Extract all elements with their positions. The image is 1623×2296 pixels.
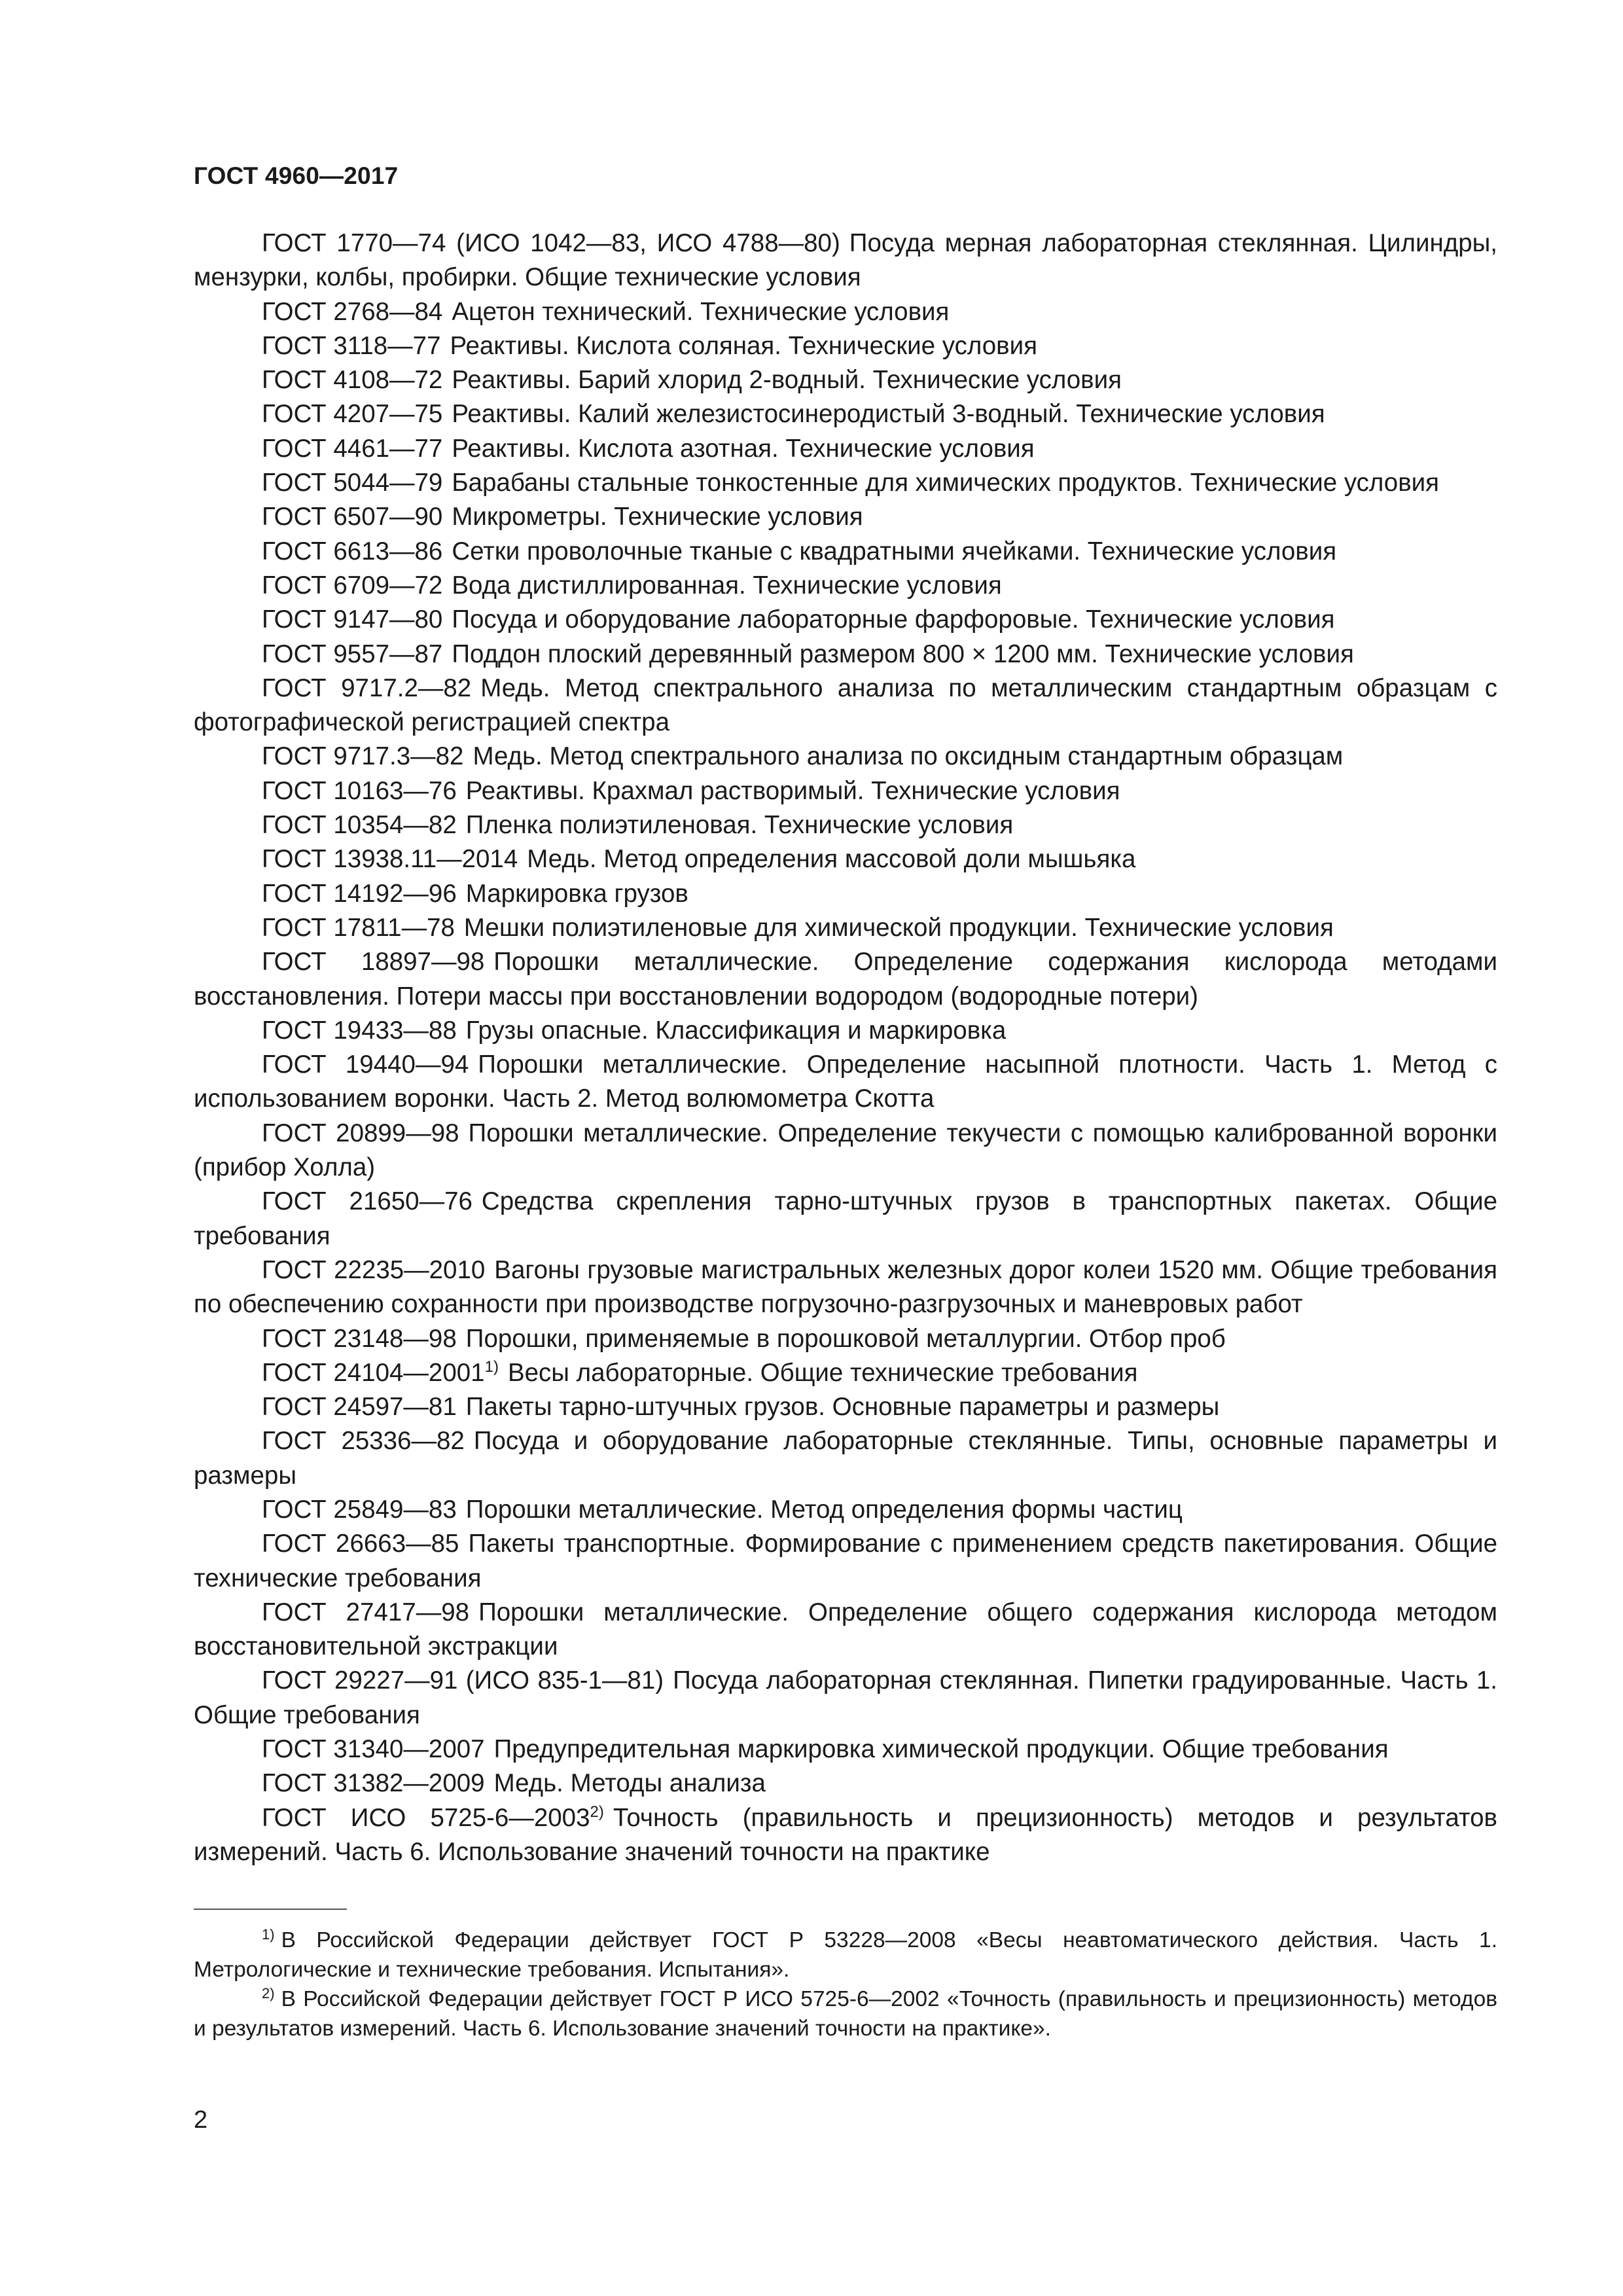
reference-code: ГОСТ 19433—88 bbox=[262, 1016, 457, 1045]
reference-title: Сетки проволочные тканые с квадратными ячейками. Технические условия bbox=[452, 537, 1337, 565]
normative-references-list bbox=[194, 226, 1497, 1869]
reference-title: Реактивы. Крахмал растворимый. Технические условия bbox=[465, 776, 1120, 805]
reference-title: Мешки полиэтиленовые для химической продукции. Технические условия bbox=[463, 913, 1334, 942]
reference-title: Посуда мерная лабораторная стеклянная. Цилиндры, мензурки, колбы, пробирки. Общие технические условия bbox=[194, 229, 1497, 292]
reference-code: ГОСТ 6507—90 bbox=[262, 503, 443, 531]
reference-title: Предупредительная маркировка химической продукции. Общие требования bbox=[493, 1735, 1389, 1764]
reference-title: Медь. Методы анализа bbox=[493, 1769, 766, 1798]
footnote-item bbox=[194, 1984, 1497, 2043]
reference-title: Вагоны грузовые магистральных железных дорог колеи 1520 мм. Общие требования по обеспечению сохранности при производстве погрузочно-разгрузочных и маневровых работ bbox=[194, 1255, 1497, 1319]
reference-code: ГОСТ ИСО 5725-6—2003 bbox=[262, 1803, 590, 1832]
reference-item bbox=[194, 637, 1497, 672]
reference-code: ГОСТ 14192—96 bbox=[262, 879, 457, 908]
reference-item bbox=[194, 877, 1497, 911]
reference-code: ГОСТ 9557—87 bbox=[262, 639, 443, 668]
reference-code: ГОСТ 9147—80 bbox=[262, 605, 443, 634]
reference-code: ГОСТ 20899—98 bbox=[262, 1119, 459, 1147]
reference-code: ГОСТ 17811—78 bbox=[262, 913, 455, 942]
reference-item bbox=[194, 226, 1497, 295]
reference-code: ГОСТ 31382—2009 bbox=[262, 1769, 485, 1798]
reference-item bbox=[194, 1322, 1497, 1356]
reference-code: ГОСТ 18897—98 bbox=[262, 948, 485, 977]
reference-item bbox=[194, 432, 1497, 466]
reference-code: ГОСТ 21650—76 bbox=[262, 1187, 473, 1216]
reference-code: ГОСТ 6709—72 bbox=[262, 571, 443, 600]
reference-item bbox=[194, 397, 1497, 431]
reference-code: ГОСТ 26663—85 bbox=[262, 1530, 459, 1558]
footnote-marker: 1) bbox=[484, 1357, 499, 1376]
reference-item bbox=[194, 1185, 1497, 1253]
reference-title: Точность (правильность и прецизионность) методов и результатов измерений. Часть 6. Использование значений точности на практике bbox=[194, 1803, 1497, 1866]
reference-title: Медь. Метод спектрального анализа по металлическим стандартным образцам с фотографической регистрацией спектра bbox=[194, 673, 1497, 737]
reference-title: Посуда и оборудование лабораторные фарфоровые. Технические условия bbox=[452, 605, 1335, 634]
reference-title: Порошки металлические. Метод определения формы частиц bbox=[465, 1495, 1183, 1524]
reference-code: ГОСТ 4461—77 bbox=[262, 434, 443, 463]
footnote-item bbox=[194, 1926, 1497, 1984]
reference-title: Порошки, применяемые в порошковой металлургии. Отбор проб bbox=[465, 1324, 1226, 1353]
reference-item bbox=[194, 1424, 1497, 1493]
reference-title: Пакеты транспортные. Формирование с применением средств пакетирования. Общие технические требования bbox=[194, 1530, 1497, 1592]
reference-item bbox=[194, 1390, 1497, 1424]
reference-item bbox=[194, 1356, 1497, 1390]
reference-item bbox=[194, 808, 1497, 842]
reference-item bbox=[194, 1596, 1497, 1664]
reference-title: Пленка полиэтиленовая. Технические условия bbox=[465, 811, 1014, 840]
reference-code: ГОСТ 24597—81 bbox=[262, 1393, 457, 1422]
reference-item bbox=[194, 842, 1497, 876]
reference-item bbox=[194, 774, 1497, 808]
reference-item bbox=[194, 1117, 1497, 1185]
reference-item bbox=[194, 535, 1497, 569]
reference-title: Средства скрепления тарно-штучных грузов в транспортных пакетах. Общие требования bbox=[194, 1187, 1497, 1250]
reference-item bbox=[194, 1664, 1497, 1732]
footnote-mark: 1) bbox=[262, 1926, 275, 1943]
reference-code: ГОСТ 5044—79 bbox=[262, 469, 443, 497]
footnote-text: В Российской Федерации действует ГОСТ Р ИСО 5725-6—2002 «Точность (правильность и прецизионность) методов и результатов измерений. Часть 6. Использование значений точности на практике». bbox=[194, 1987, 1497, 2041]
reference-code: ГОСТ 31340—2007 bbox=[262, 1735, 485, 1764]
reference-item bbox=[194, 1048, 1497, 1117]
reference-item bbox=[194, 1732, 1497, 1767]
reference-item bbox=[194, 1527, 1497, 1596]
reference-title: Ацетон технический. Технические условия bbox=[452, 297, 950, 326]
reference-title: Пакеты тарно-штучных грузов. Основные параметры и размеры bbox=[465, 1393, 1220, 1422]
footnote-separator bbox=[194, 1909, 347, 1910]
reference-item bbox=[194, 329, 1497, 363]
reference-title: Реактивы. Кислота соляная. Технические условия bbox=[450, 331, 1037, 360]
reference-code: ГОСТ 1770—74 (ИСО 1042—83, ИСО 4788—80) bbox=[262, 229, 840, 257]
reference-item bbox=[194, 672, 1497, 740]
reference-title: Посуда лабораторная стеклянная. Пипетки градуированные. Часть 1. Общие требования bbox=[194, 1666, 1497, 1729]
reference-item bbox=[194, 1801, 1497, 1870]
reference-title: Весы лабораторные. Общие технические требования bbox=[507, 1358, 1138, 1387]
footnote-mark: 2) bbox=[262, 1984, 275, 2001]
page-number: 2 bbox=[194, 2106, 208, 2134]
reference-code: ГОСТ 6613—86 bbox=[262, 537, 443, 565]
reference-item bbox=[194, 1014, 1497, 1048]
reference-title: Реактивы. Кислота азотная. Технические условия bbox=[452, 434, 1035, 463]
footnote-text: В Российской Федерации действует ГОСТ Р 53228—2008 «Весы неавтоматического действия. Часть 1. Метрологические и технические требования. Испытания». bbox=[194, 1928, 1497, 1982]
reference-title: Грузы опасные. Классификация и маркировка bbox=[465, 1016, 1007, 1045]
reference-item bbox=[194, 1767, 1497, 1801]
reference-code: ГОСТ 27417—98 bbox=[262, 1598, 470, 1626]
reference-item bbox=[194, 466, 1497, 500]
reference-code: ГОСТ 13938.11—2014 bbox=[262, 845, 518, 874]
page-header-doc-code: ГОСТ 4960—2017 bbox=[194, 162, 399, 189]
reference-code: ГОСТ 19440—94 bbox=[262, 1050, 469, 1079]
reference-code: ГОСТ 4108—72 bbox=[262, 366, 443, 395]
reference-code: ГОСТ 9717.2—82 bbox=[262, 673, 472, 702]
reference-item bbox=[194, 911, 1497, 945]
reference-item bbox=[194, 603, 1497, 637]
reference-code: ГОСТ 2768—84 bbox=[262, 297, 443, 326]
reference-title: Порошки металлические. Определение содержания кислорода методами восстановления. Потери массы при восстановлении водородом (водородные потери) bbox=[194, 948, 1497, 1011]
reference-title: Реактивы. Калий железистосинеродистый 3-водный. Технические условия bbox=[452, 400, 1325, 429]
reference-item bbox=[194, 1493, 1497, 1527]
reference-code: ГОСТ 25849—83 bbox=[262, 1495, 457, 1524]
footnote-marker: 2) bbox=[590, 1803, 604, 1821]
reference-code: ГОСТ 29227—91 (ИСО 835-1—81) bbox=[262, 1666, 664, 1695]
reference-item bbox=[194, 1253, 1497, 1322]
reference-code: ГОСТ 10163—76 bbox=[262, 776, 457, 805]
reference-item bbox=[194, 569, 1497, 603]
reference-code: ГОСТ 3118—77 bbox=[262, 331, 441, 360]
reference-code: ГОСТ 9717.3—82 bbox=[262, 742, 464, 771]
reference-item bbox=[194, 363, 1497, 397]
reference-item bbox=[194, 295, 1497, 329]
reference-title: Порошки металлические. Определение насыпной плотности. Часть 1. Метод с использованием воронки. Часть 2. Метод волюмометра Скотта bbox=[194, 1050, 1497, 1113]
reference-title: Вода дистиллированная. Технические условия bbox=[452, 571, 1002, 600]
reference-title: Поддон плоский деревянный размером 800 × 1200 мм. Технические условия bbox=[452, 639, 1354, 668]
reference-code: ГОСТ 25336—82 bbox=[262, 1427, 465, 1456]
reference-item bbox=[194, 740, 1497, 774]
reference-title: Порошки металлические. Определение текучести с помощью калиброванной воронки (прибор Холла) bbox=[194, 1119, 1497, 1182]
reference-code: ГОСТ 22235—2010 bbox=[262, 1255, 486, 1284]
reference-item bbox=[194, 945, 1497, 1014]
reference-title: Реактивы. Барий хлорид 2-водный. Технические условия bbox=[452, 366, 1122, 395]
reference-item bbox=[194, 500, 1497, 534]
reference-title: Посуда и оборудование лабораторные стеклянные. Типы, основные параметры и размеры bbox=[194, 1427, 1497, 1490]
reference-code: ГОСТ 23148—98 bbox=[262, 1324, 457, 1353]
reference-code: ГОСТ 4207—75 bbox=[262, 400, 443, 429]
reference-title: Микрометры. Технические условия bbox=[452, 503, 863, 531]
reference-title: Медь. Метод определения массовой доли мышьяка bbox=[527, 845, 1136, 874]
reference-title: Порошки металлические. Определение общего содержания кислорода методом восстановительной экстракции bbox=[194, 1598, 1497, 1661]
footnotes bbox=[194, 1926, 1497, 2043]
reference-code: ГОСТ 10354—82 bbox=[262, 811, 457, 840]
reference-title: Маркировка грузов bbox=[465, 879, 688, 908]
reference-title: Медь. Метод спектрального анализа по оксидным стандартным образцам bbox=[473, 742, 1344, 771]
reference-code: ГОСТ 24104—2001 bbox=[262, 1358, 485, 1387]
reference-title: Барабаны стальные тонкостенные для химических продуктов. Технические условия bbox=[452, 469, 1440, 497]
